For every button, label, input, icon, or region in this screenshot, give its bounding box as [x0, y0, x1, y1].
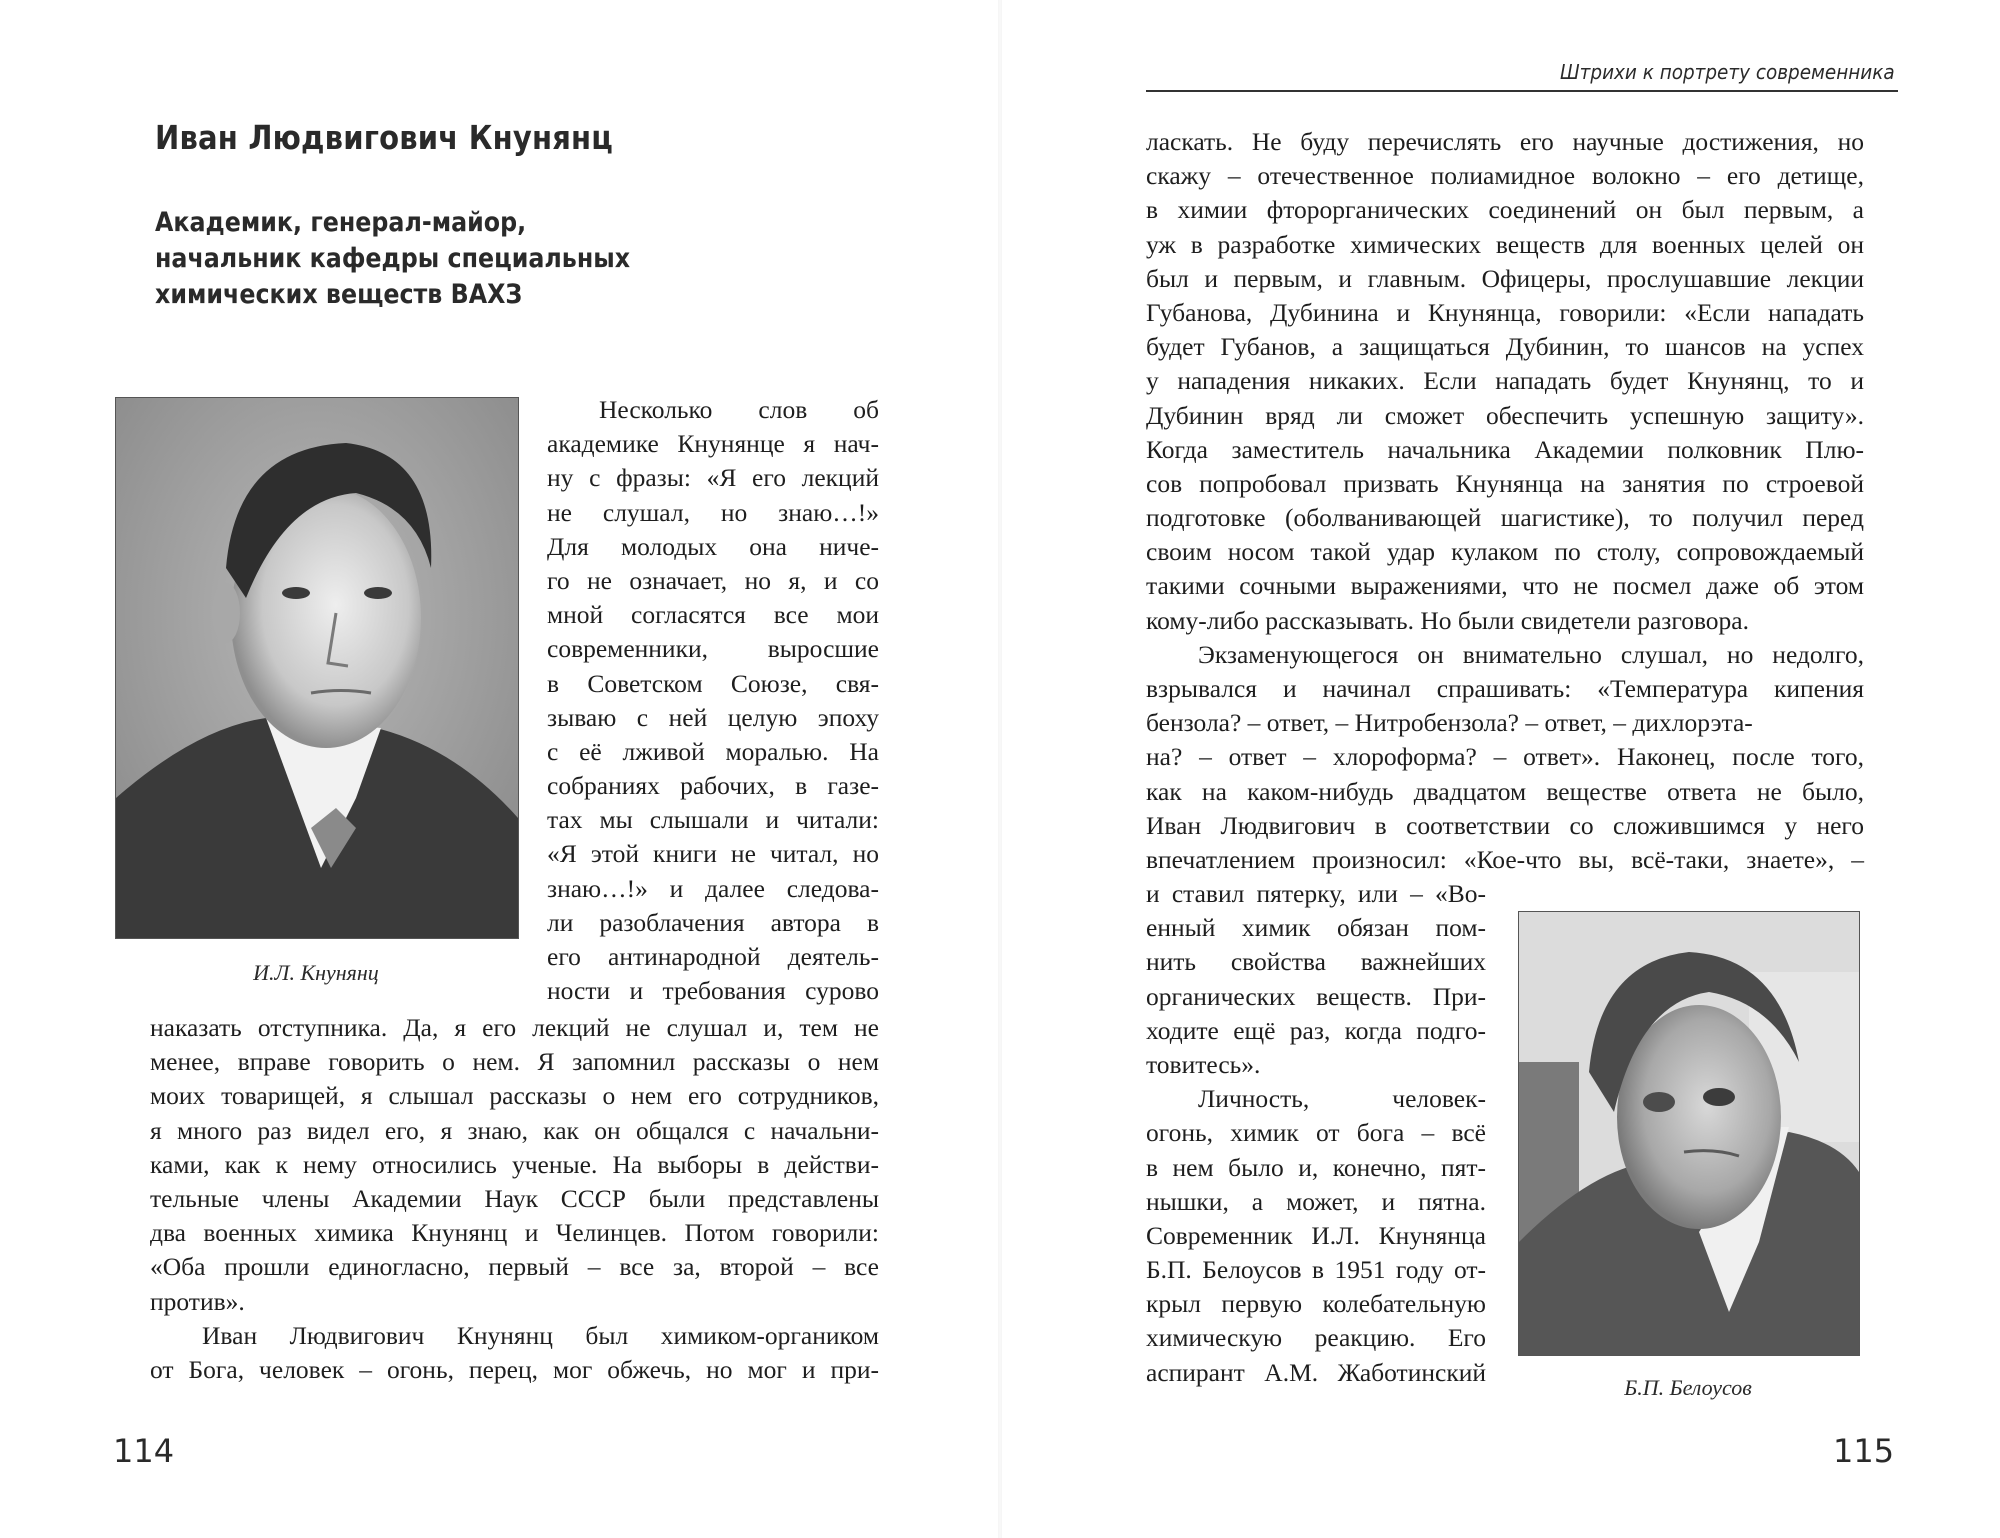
text-line: собраниях рабочих, в газе-: [547, 771, 879, 801]
page-number: 115: [1833, 1432, 1895, 1470]
full-width-text: [150, 1011, 879, 1387]
text-line: Б.П. Белоусов в 1951 году от-: [1146, 1255, 1486, 1285]
narrow-column-text: [1146, 877, 1486, 1390]
chapter-title: Иван Людвигович Кнунянц: [155, 118, 613, 157]
text-line: огонь, химик от бога – всё: [1146, 1118, 1486, 1148]
text-line: енный химик обязан пом-: [1146, 913, 1486, 943]
text-line: его антинародной деятель-: [547, 942, 879, 971]
text-line: я много раз видел его, я знаю, как он общался с начальни-: [150, 1115, 879, 1145]
text-line: скажу – отечественное полиамидное волокно – его детище,: [1146, 161, 1864, 191]
running-head: Штрихи к портрету современника: [1560, 60, 1895, 84]
full-width-text: [1146, 125, 1864, 877]
narrow-column-text: [547, 393, 879, 1008]
text-line: бензола? – ответ, – Нитробензола? – ответ, – дихлорэта-: [1146, 708, 1753, 738]
chapter-subtitle: [155, 205, 630, 313]
text-line: моих товарищей, я слышал рассказы о нем его сотрудников,: [150, 1081, 879, 1111]
subtitle-line: химических веществ ВАХЗ: [155, 279, 523, 310]
text-line: Губанова, Дубинина и Кнунянца, говорили: «Если нападать: [1146, 297, 1864, 327]
photo-caption: Б.П. Белоусов: [1624, 1375, 1752, 1400]
text-line: своим носом такой удар кулаком по столу, сопровождаемый: [1146, 537, 1864, 567]
text-line: не слушал, но знаю…!»: [547, 497, 879, 527]
text-line: ну с фразы: «Я его лекций: [547, 463, 879, 493]
text-line: Иван Людвигович Кнунянц был химиком-органиком: [202, 1320, 879, 1350]
text-line: ности и требования сурово: [547, 976, 879, 1006]
text-line: в нем было и, конечно, пят-: [1146, 1152, 1486, 1182]
text-line: мной согласятся все мои: [547, 600, 879, 630]
text-line: в Советском Союзе, свя-: [547, 668, 879, 698]
text-line: крыл первую колебательную: [1146, 1289, 1486, 1319]
text-line: наказать отступника. Да, я его лекций не слушал и, тем не: [150, 1013, 879, 1042]
text-line: ками, как к нему относились ученые. На выборы в действи-: [150, 1149, 879, 1179]
belousov-portrait-photo: [1518, 911, 1860, 1356]
text-line: Когда заместитель начальника Академии полковник Плю-: [1146, 434, 1864, 464]
text-line: ли разоблачения автора в: [547, 907, 879, 937]
text-line: Иван Людвигович в соответствии со сложившимся у него: [1146, 810, 1864, 840]
text-line: «Оба прошли единогласно, первый – все за, второй – все: [150, 1252, 879, 1282]
text-line: от Бога, человек – огонь, перец, мог обжечь, но мог и при-: [150, 1354, 879, 1384]
text-line: такими сочными выражениями, что не посмел даже об этом: [1146, 571, 1864, 601]
text-line: зываю с ней целую эпоху: [547, 702, 879, 732]
subtitle-line: начальник кафедры специальных: [155, 243, 631, 274]
page-number: 114: [113, 1432, 175, 1470]
text-line: нышки, а может, и пятна.: [1146, 1186, 1486, 1216]
knunyants-portrait-photo: [115, 397, 519, 939]
text-line: кому-либо рассказывать. Но были свидетели разговора.: [1146, 605, 1749, 635]
text-line: ласкать. Не буду перечислять его научные достижения, но: [1146, 127, 1864, 156]
text-line: подготовке (оболванивающей шагистике), то получил перед: [1146, 503, 1864, 533]
text-line: товитесь».: [1146, 1049, 1261, 1079]
text-line: Личность, человек-: [1198, 1084, 1486, 1114]
text-line: в химии фторорганических соединений он был первым, а: [1146, 195, 1864, 225]
text-line: знаю…!» и далее следова-: [547, 873, 879, 903]
text-line: против».: [150, 1286, 245, 1316]
text-line: Современник И.Л. Кнунянца: [1146, 1220, 1486, 1250]
text-line: «Я этой книги не читал, но: [547, 839, 879, 869]
text-line: с её лживой моралью. На: [547, 736, 879, 766]
text-line: менее, вправе говорить о нем. Я запомнил рассказы о нем: [150, 1047, 879, 1077]
header-rule: [1146, 90, 1898, 92]
text-line: го не означает, но я, и со: [547, 565, 879, 595]
portrait-image-icon: [116, 398, 518, 938]
photo-caption: И.Л. Кнунянц: [253, 960, 379, 985]
text-line: уж в разработке химических веществ для военных целей он: [1146, 229, 1864, 259]
text-line: нить свойства важнейших: [1146, 947, 1486, 977]
text-line: и ставил пятерку, или – «Во-: [1146, 879, 1486, 908]
text-line: ходите ещё раз, когда подго-: [1146, 1015, 1486, 1045]
text-line: будет Губанов, а защищаться Дубинин, то шансов на успех: [1146, 332, 1864, 362]
text-line: у нападения никаких. Если нападать будет Кнунянц, то и: [1146, 366, 1864, 396]
text-line: органических веществ. При-: [1146, 981, 1486, 1011]
text-line: тах мы слышали и читали:: [547, 805, 879, 835]
text-line: академике Кнунянце я нач-: [547, 429, 879, 459]
text-line: впечатлением произносил: «Кое-что вы, всё-таки, знаете», –: [1146, 844, 1864, 874]
portrait-image-icon: [1519, 912, 1859, 1355]
text-line: взрывался и начинал спрашивать: «Температура кипения: [1146, 674, 1864, 703]
text-line: аспирант А.М. Жаботинский: [1146, 1357, 1486, 1387]
text-line: Дубинин вряд ли сможет обеспечить успешную защиту».: [1146, 400, 1864, 430]
text-line: как на каком-нибудь двадцатом веществе ответа не было,: [1146, 776, 1864, 806]
text-line: на? – ответ – хлороформа? – ответ». Наконец, после того,: [1146, 742, 1864, 772]
text-line: Экзаменующегося он внимательно слушал, но недолго,: [1198, 639, 1864, 669]
text-line: два военных химика Кнунянц и Челинцев. Потом говорили:: [150, 1218, 879, 1248]
text-line: был и первым, и главным. Офицеры, прослушавшие лекции: [1146, 263, 1864, 293]
text-line: тельные члены Академии Наук СССР были представлены: [150, 1183, 879, 1213]
subtitle-line: Академик, генерал-майор,: [155, 207, 527, 238]
text-line: Несколько слов об: [599, 395, 879, 424]
text-line: Для молодых она ниче-: [547, 531, 879, 561]
text-line: современники, выросшие: [547, 634, 879, 664]
text-line: сов попробовал призвать Кнунянца на занятия по строевой: [1146, 468, 1864, 498]
text-line: химическую реакцию. Его: [1146, 1323, 1486, 1353]
